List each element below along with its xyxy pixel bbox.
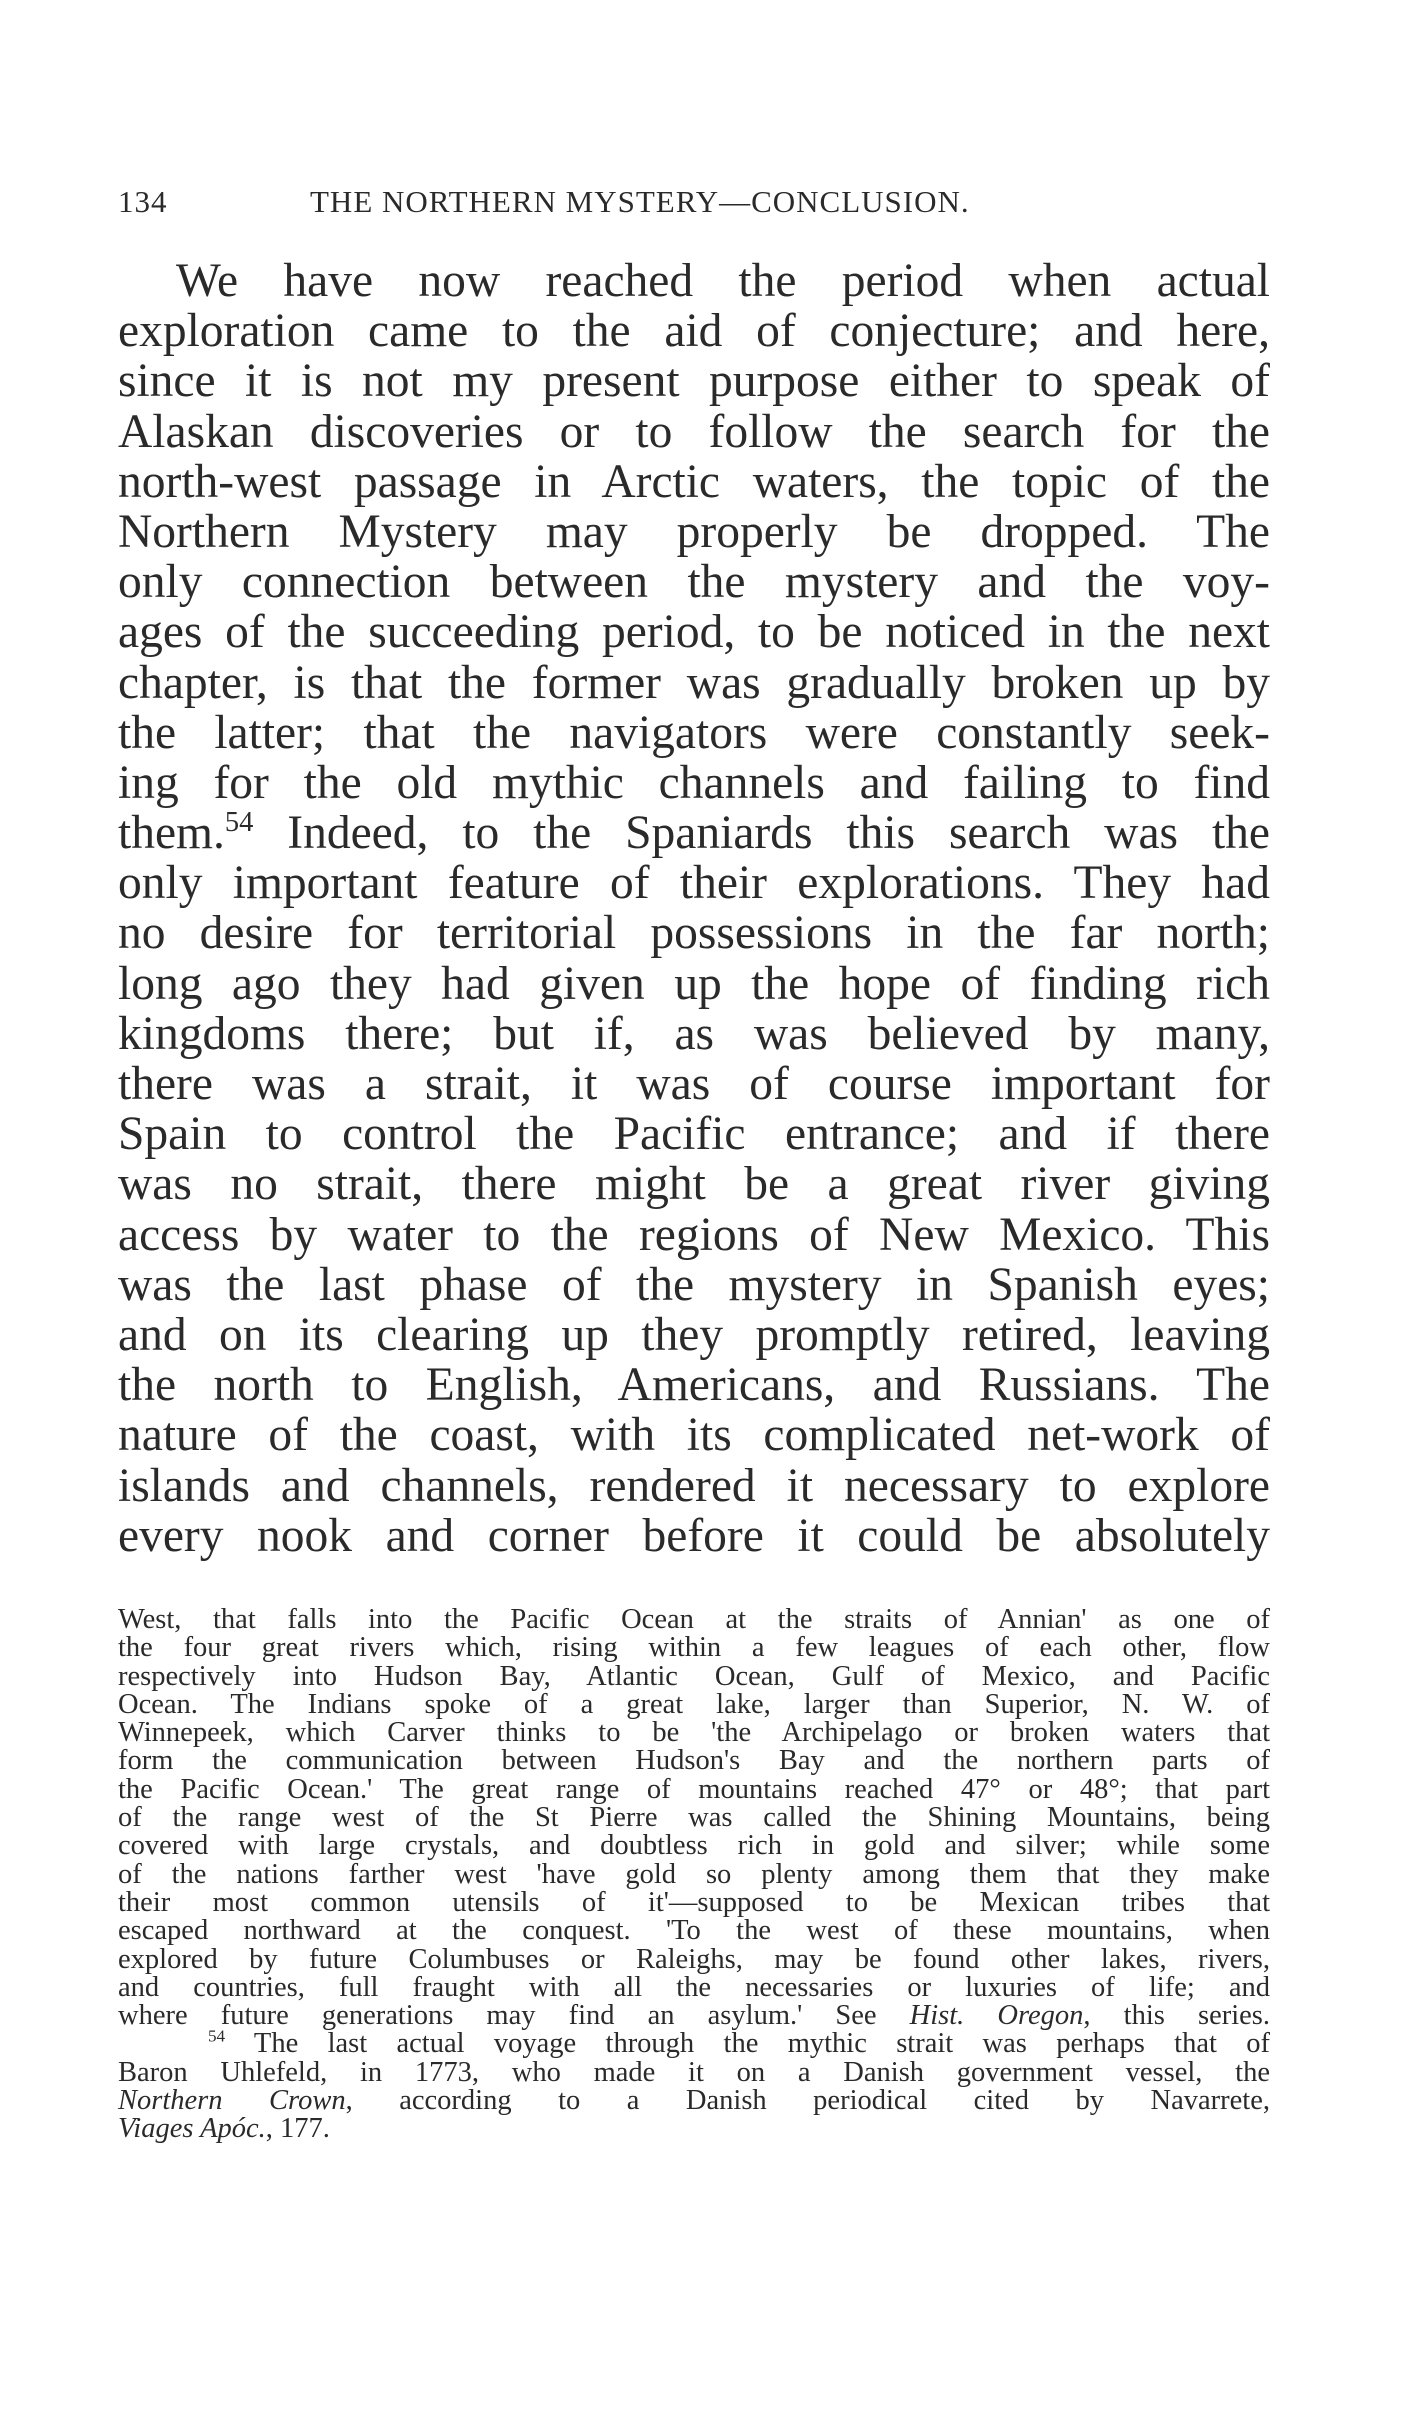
footnote-line <box>118 2002 1270 2030</box>
body-line: only important feature of their explorations. They had <box>118 857 1270 910</box>
footnote-line: of the range west of the St Pierre was called the Shining Mountains, being <box>118 1802 1270 1834</box>
footnote-line: Winnepeek, which Carver thinks to be 'the Archipelago or broken waters that <box>118 1717 1270 1749</box>
running-title: THE NORTHERN MYSTERY—CONCLUSION. <box>310 184 970 219</box>
body-line: and on its clearing up they promptly retired, leaving <box>118 1308 1270 1361</box>
footnote-number: 54 <box>208 2026 226 2046</box>
footnote-line: respectively into Hudson Bay, Atlantic Ocean, Gulf of Mexico, and Pacific <box>118 1660 1270 1692</box>
footnotes <box>118 1606 1270 2144</box>
footnote-line: the four great rivers which, rising within a few leagues of each other, flow <box>118 1632 1270 1664</box>
body-line: ages of the succeeding period, to be noticed in the next <box>118 606 1270 659</box>
body-line: kingdoms there; but if, as was believed by many, <box>118 1007 1270 1060</box>
body-text-fragment: Indeed, to the Spaniards this search was the <box>253 807 1270 860</box>
body-line: there was a strait, it was of course important for <box>118 1058 1270 1110</box>
footnote-line: their most common utensils of it'—supposed to be Mexican tribes that <box>118 1886 1270 1918</box>
footnote-line <box>118 2087 1270 2115</box>
footnote-line <box>118 2026 1270 2060</box>
body-line: long ago they had given up the hope of finding rich <box>118 957 1270 1010</box>
page-number: 134 <box>118 184 168 219</box>
body-line: Northern Mystery may properly be dropped. The <box>118 505 1270 558</box>
footnote-citation-title: Viages Apóc. <box>118 2113 266 2145</box>
body-line: only connection between the mystery and the voy- <box>118 556 1270 609</box>
body-line: chapter, is that the former was gradually broken up by <box>118 656 1270 709</box>
body-line: was the last phase of the mystery in Spanish eyes; <box>118 1258 1270 1311</box>
body-line: the north to English, Americans, and Russians. The <box>118 1359 1270 1412</box>
body-line: exploration came to the aid of conjecture; and here, <box>118 305 1270 358</box>
body-line: We have now reached the period when actual <box>176 255 1270 307</box>
footnote-line: Ocean. The Indians spoke of a great lake, larger than Superior, N. W. of <box>118 1688 1270 1720</box>
body-line: no desire for territorial possessions in the far north; <box>118 907 1270 960</box>
footnote-text-fragment: , 177. <box>265 2113 330 2145</box>
footnote-citation-title: Hist. Oregon <box>909 2000 1084 2032</box>
footnote-text-fragment: , according to a Danish periodical cited by Navarrete, <box>345 2085 1271 2117</box>
footnote-text-fragment: where future generations may find an asylum.' See <box>118 2000 910 2032</box>
body-text <box>118 256 1270 1561</box>
body-line: every nook and corner before it could be absolutely <box>118 1509 1270 1562</box>
body-line <box>118 808 1270 858</box>
footnote-text-fragment: , this series. <box>1083 2000 1270 2032</box>
body-line: the latter; that the navigators were constantly seek- <box>118 706 1270 759</box>
body-line: nature of the coast, with its complicated net-work of <box>118 1409 1270 1462</box>
footnote-line <box>118 2115 1270 2143</box>
body-line: since it is not my present purpose either to speak of <box>118 355 1270 408</box>
footnote-line: form the communication between Hudson's Bay and the northern parts of <box>118 1745 1270 1777</box>
footnote-reference: 54 <box>224 807 254 839</box>
body-line: Spain to control the Pacific entrance; and if there <box>118 1108 1270 1161</box>
footnote-line: the Pacific Ocean.' The great range of mountains reached 47° or 48°; that part <box>118 1773 1270 1805</box>
body-line: islands and channels, rendered it necessary to explore <box>118 1459 1270 1512</box>
body-line: ing for the old mythic channels and failing to find <box>118 756 1270 809</box>
body-line: north-west passage in Arctic waters, the topic of the <box>118 455 1270 508</box>
footnote-line: of the nations farther west 'have gold so plenty among them that they make <box>118 1858 1270 1890</box>
body-text-fragment: them. <box>118 807 225 860</box>
footnote-citation-title: Northern Crown <box>118 2085 346 2117</box>
body-line: access by water to the regions of New Mexico. This <box>118 1208 1270 1261</box>
footnote-line: and countries, full fraught with all the necessaries or luxuries of life; and <box>118 1971 1270 2003</box>
body-line: Alaskan discoveries or to follow the search for the <box>118 405 1270 458</box>
footnote-text-fragment: The last actual voyage through the mythic strait was perhaps that of <box>225 2028 1270 2060</box>
footnote-line: Baron Uhlefeld, in 1773, who made it on a Danish government vessel, the <box>118 2056 1270 2088</box>
footnote-line: explored by future Columbuses or Raleighs, may be found other lakes, rivers, <box>118 1943 1270 1975</box>
body-line: was no strait, there might be a great river giving <box>118 1158 1270 1211</box>
running-head <box>118 184 1270 224</box>
footnote-line: West, that falls into the Pacific Ocean at the straits of Annian' as one of <box>118 1604 1270 1635</box>
footnote-line: covered with large crystals, and doubtless rich in gold and silver; while some <box>118 1830 1270 1862</box>
footnote-line: escaped northward at the conquest. 'To the west of these mountains, when <box>118 1915 1270 1947</box>
